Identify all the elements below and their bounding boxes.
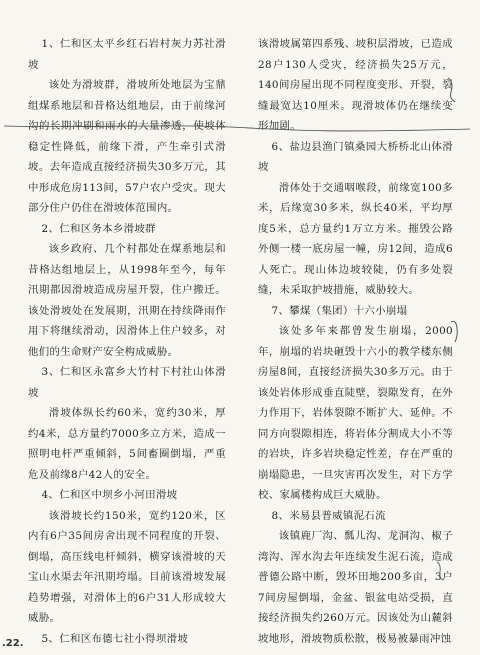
body-paragraph: 滑体处于交通咽喉段，前缘宽100多米，后缘宽30多米，纵长40米，平均厚度5米，总方量约1万立方米。摧毁公路外侧一楼一底房屋一幢，房12间，造成6人死亡。现山体边坡较陡，仍有多处裂缝，未采取护坡措施，威胁较大。 (258, 181, 453, 296)
body-paragraph: 该滑坡长约150米，宽约120米，区内有6户35间房舍出现不同程度的开裂、倒塌，高压线电杆倾斜，横穿该滑坡的天宝山水渠去年汛期垮塌。目前该滑坡发展趋势增强，对滑体上的6户31人形成较大威胁。 (28, 509, 226, 624)
page-number: .22. (2, 638, 24, 649)
section-heading: 2、仁和区务本乡滑坡群 (41, 222, 156, 235)
section-heading: 7、攀煤（集团）十六小崩塌 (271, 304, 408, 317)
section-heading: 4、仁和区中坝乡小河田滑坡 (41, 489, 178, 501)
section-heading: 5、仁和区布德七社小得坝滑坡 (41, 632, 189, 645)
pen-tick-mark-mid (451, 321, 457, 342)
body-paragraph: 该滑坡属第四系残、坡积层滑坡，已造成28户130人受灾，经济损失25万元，140间房屋出现不同程度变形、开裂，裂缝最宽达10厘米。现滑坡体仍在继续变形加剧。 (258, 38, 453, 132)
section-heading: 8、米易县普威镇泥石流 (271, 509, 386, 522)
body-paragraph: 滑坡体纵长约60米，宽约30米，厚约4米，总方量约7000多立方米，造成一照明电杆严重倾斜，5间畜圈倒塌，严重危及前缘8户42人的安全。 (28, 407, 226, 481)
body-paragraph: 该镇鹿厂沟、瓢儿沟、龙洞沟、椒子湾沟、浑水沟去年连续发生泥石流，造成普德公路中断，毁坏田地200多亩，3户7间房屋倒塌，金盆、银盆电站受损，直接经济损失约260万元。因该处为山麓斜坡地形，滑坡物质松散，极易被暴雨冲蚀 (258, 530, 453, 645)
body-paragraph: 该处为滑坡群，滑坡所处地层为宝鼎组煤系地层和昔格达组地层，由于前缘河沟的长期冲刷和雨水的大量渗透，使坡体稳定性降低，前缘下滑，产生牵引式滑坡。去年造成直接经济损失30多万元，其中形成危房113间，57户农户受灾。现大部分住户仍住在滑坡体范围内。 (28, 79, 226, 214)
section-heading: 3、仁和区永富乡大竹村下村社山体滑坡 (28, 366, 226, 399)
body-paragraph: 该处多年来都曾发生崩塌，2000年，崩塌的岩块砸毁十六小的教学楼东侧房屋8间，直接经济损失30多万元。由于该处岩体形成垂直陡壁，裂隙发育，在外力作用下，岩体裂隙不断扩大、延伸。不同方向裂隙相连，将岩体分割成大小不等的岩块，许多岩块稳定性差，存在严重的崩塌隐患，一旦灾害再次发生，对下方学校、家属楼构成巨大威胁。 (258, 325, 453, 501)
pen-stroke-line (4, 126, 470, 131)
section-heading: 6、盐边县渔门镇桑园大桥桥北山体滑坡 (258, 140, 453, 173)
pen-tick-mark-bottom (437, 562, 443, 580)
section-heading: 1、仁和区太平乡红石岩村灰力苏社滑坡 (28, 38, 226, 71)
pen-tick-mark-top (448, 78, 455, 102)
body-paragraph: 该乡政府、几个村都处在煤系地层和昔格达组地层上，从1998年至今，每年汛期都因滑坡造成房屋开裂，住户搬迁。该处滑坡处在发展期，汛期在持续降雨作用下将继续滑动，因滑体上住户较多，对他们的生命财产安全构成威胁。 (28, 243, 226, 358)
